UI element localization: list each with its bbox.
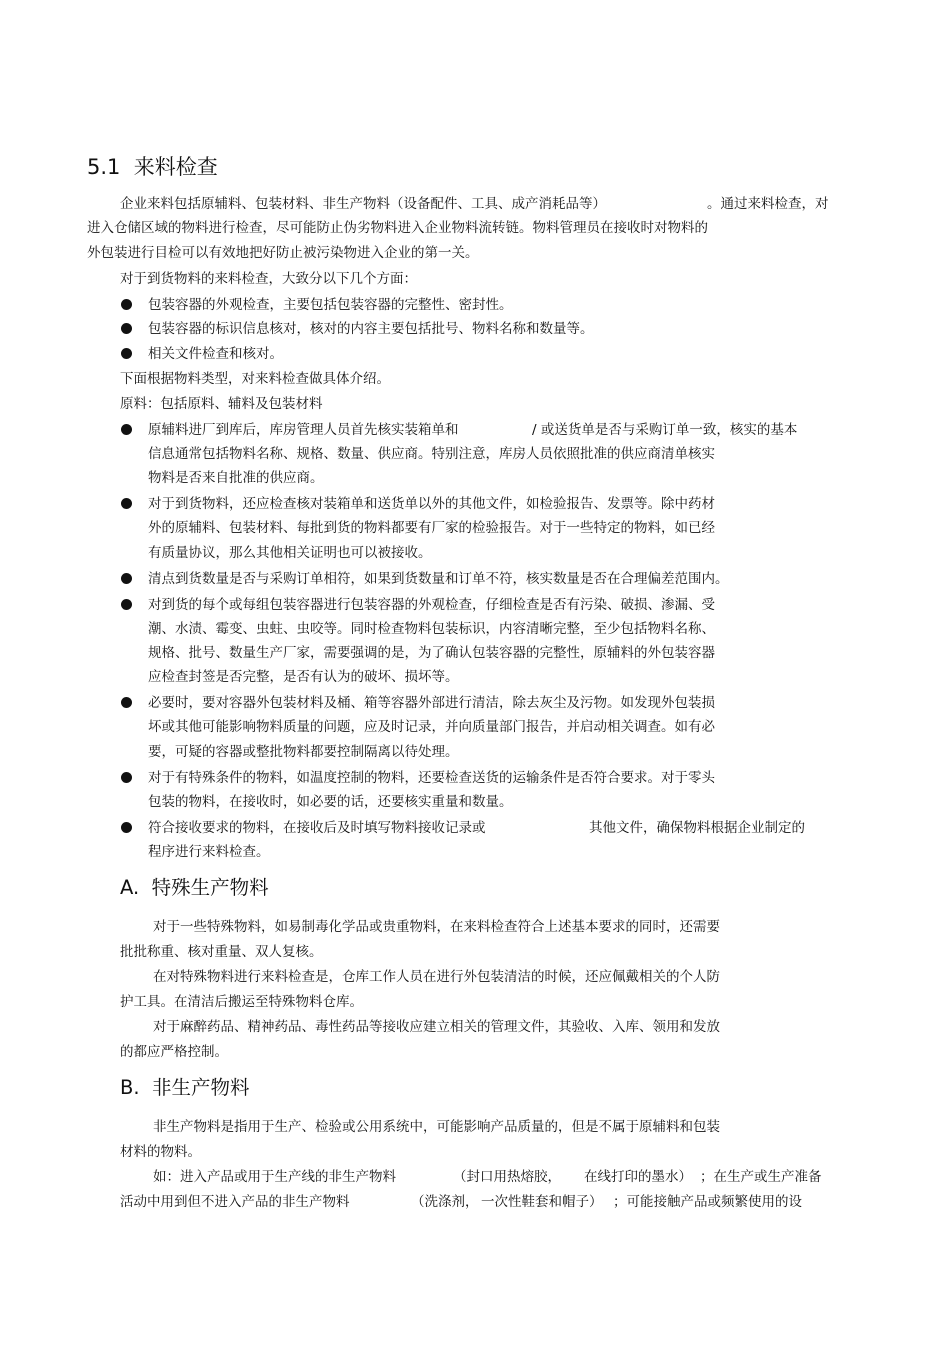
bullet-icon: [121, 599, 132, 610]
raw-item-1-line: 原辅料进厂到库后，库房管理人员首先核实装箱单和: [148, 422, 459, 438]
intro-line-1b: 。通过来料检查，对: [707, 196, 829, 212]
section-a-para-line: 在对特殊物料进行来料检查是，仓库工作人员在进行外包装清洁的时候，还应佩戴相关的个人防: [153, 969, 720, 985]
section-a-para-line: 对于麻醉药品、精神药品、毒性药品等接收应建立相关的管理文件，其验收、入库、领用和发放: [153, 1019, 720, 1035]
type-intro: 下面根据物料类型，对来料检查做具体介绍。: [120, 371, 390, 387]
raw-item-2-line: 对于到货物料，还应检查核对装箱单和送货单以外的其他文件，如检验报告、发票等。除中药材: [148, 496, 715, 512]
raw-item-2-line: 外的原辅料、包装材料、每批到货的物料都要有厂家的检验报告。对于一些特定的物料，如已经: [148, 520, 715, 536]
raw-item-4-line: 应检查封签是否完整，是否有认为的破坏、损坏等。: [148, 669, 459, 685]
section-b-para-line: 一次性鞋套和帽子）: [481, 1194, 603, 1210]
raw-item-7-line: 符合接收要求的物料，在接收后及时填写物料接收记录或: [148, 820, 486, 836]
section-a-para-line: 的都应严格控制。: [120, 1044, 228, 1060]
section-a-para-line: 对于一些特殊物料，如易制毒化学品或贵重物料，在来料检查符合上述基本要求的同时，还需要: [153, 919, 720, 935]
aspects-lead: 对于到货物料的来料检查，大致分以下几个方面：: [120, 271, 417, 287]
section-a-para-line: 批批称重、核对重量、双人复核。: [120, 944, 323, 960]
raw-item-5-line: 必要时，要对容器外包装材料及桶、箱等容器外部进行清洁，除去灰尘及污物。如发现外包装损: [148, 695, 715, 711]
raw-item-1-line: / 或送货单是否与采购订单一致，核实的基本: [532, 422, 798, 438]
raw-heading: 原料：包括原料、辅料及包装材料: [120, 396, 323, 412]
raw-item-4-line: 潮、水渍、霉变、虫蛀、虫咬等。同时检查物料包装标识，内容清晰完整，至少包括物料名称、: [148, 621, 715, 637]
raw-item-7-line: 程序进行来料检查。: [148, 844, 270, 860]
raw-item-6-line: 对于有特殊条件的物料，如温度控制的物料，还要检查送货的运输条件是否符合要求。对于零头: [148, 770, 715, 786]
bullet-icon: [121, 697, 132, 708]
section-b-para-line: ；可能接触产品或频繁使用的设: [613, 1194, 802, 1210]
section-b-para-line: 材料的物料。: [120, 1144, 201, 1160]
section-b-para-line: （封口用热熔胶，: [453, 1169, 561, 1185]
section-b-para-line: 活动中用到但不进入产品的非生产物料: [120, 1194, 350, 1210]
bullet-icon: [121, 822, 132, 833]
bullet-icon: [121, 573, 132, 584]
raw-item-7-line: 其他文件，确保物料根据企业制定的: [589, 820, 805, 836]
section-b-para-line: （洗涤剂，: [411, 1194, 479, 1210]
section-b-para-line: 非生产物料是指用于生产、检验或公用系统中，可能影响产品质量的，但是不属于原辅料和包装: [153, 1119, 720, 1135]
raw-item-1-line: 物料是否来自批准的供应商。: [148, 470, 324, 486]
raw-item-5-line: 坏或其他可能影响物料质量的问题，应及时记录，并向质量部门报告，并启动相关调查。如有必: [148, 719, 715, 735]
raw-item-4-line: 规格、批号、数量生产厂家，需要强调的是，为了确认包装容器的完整性，原辅料的外包装容器: [148, 645, 715, 661]
section-heading-a: A. 特殊生产物料: [120, 876, 269, 899]
raw-item-4-line: 对到货的每个或每组包装容器进行包装容器的外观检查，仔细检查是否有污染、破损、渗漏、受: [148, 597, 715, 613]
raw-item-2-line: 有质量协议，那么其他相关证明也可以被接收。: [148, 545, 432, 561]
section-a-para-line: 护工具。在清洁后搬运至特殊物料仓库。: [120, 994, 363, 1010]
aspect-item: 包装容器的外观检查，主要包括包装容器的完整性、密封性。: [148, 297, 513, 313]
intro-line-3: 外包装进行目检可以有效地把好防止被污染物进入企业的第一关。: [87, 245, 479, 261]
aspect-item: 相关文件检查和核对。: [148, 346, 283, 362]
raw-item-3-line: 清点到货数量是否与采购订单相符，如果到货数量和订单不符，核实数量是否在合理偏差范围内。: [148, 571, 729, 587]
bullet-icon: [121, 323, 132, 334]
section-b-para-line: 在线打印的墨水）: [584, 1169, 692, 1185]
intro-line-2: 进入仓储区域的物料进行检查，尽可能防止伪劣物料进入企业物料流转链。物料管理员在接收时对物料的: [87, 220, 708, 236]
section-heading-b: B. 非生产物料: [120, 1076, 250, 1099]
raw-item-5-line: 要，可疑的容器或整批物料都要控制隔离以待处理。: [148, 744, 459, 760]
raw-item-6-line: 包装的物料，在接收时，如必要的话，还要核实重量和数量。: [148, 794, 513, 810]
section-b-para-line: ；在生产或生产准备: [700, 1169, 822, 1185]
bullet-icon: [121, 299, 132, 310]
bullet-icon: [121, 348, 132, 359]
section-heading-5-1: 5.1 来料检查: [87, 155, 218, 179]
intro-line-1a: 企业来料包括原辅料、包装材料、非生产物料（设备配件、工具、成产消耗品等）: [120, 196, 606, 212]
bullet-icon: [121, 424, 132, 435]
raw-item-1-line: 信息通常包括物料名称、规格、数量、供应商。特别注意，库房人员依照批准的供应商清单核实: [148, 446, 715, 462]
bullet-icon: [121, 498, 132, 509]
bullet-icon: [121, 772, 132, 783]
section-b-para-line: 如：进入产品或用于生产线的非生产物料: [153, 1169, 396, 1185]
aspect-item: 包装容器的标识信息核对，核对的内容主要包括批号、物料名称和数量等。: [148, 321, 594, 337]
